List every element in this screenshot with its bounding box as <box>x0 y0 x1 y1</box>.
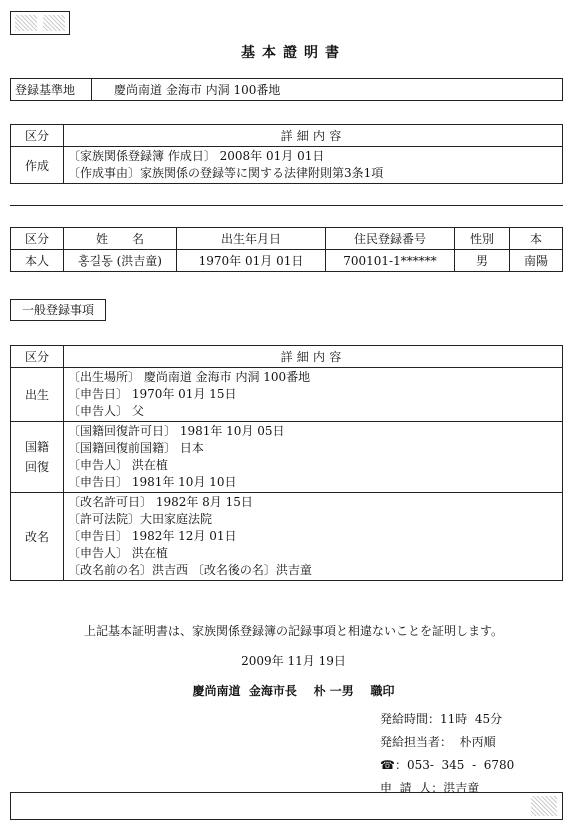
general-registration-label: 一般登録事項 <box>10 299 106 321</box>
detail-line: 〔申告日〕 1970年 01月 15日 <box>68 387 237 401</box>
document-title: 基本證明書 <box>241 45 346 61</box>
detail-line: 〔申告人〕 洪在植 <box>68 458 168 472</box>
person-cell: 本人 <box>11 250 64 272</box>
issuer: 慶尚南道 金海市長 朴 一男 職印 <box>192 684 395 698</box>
detail-line: 〔申告人〕 父 <box>68 404 144 418</box>
details-table <box>10 345 563 581</box>
issue-staff: 発給担当者： 朴丙順 <box>380 735 496 749</box>
detail-line: 〔出生場所〕 慶尚南道 金海市 内洞 100番地 <box>68 370 311 384</box>
registry-label: 登録基準地 <box>11 79 92 101</box>
detail-line: 〔改名前の名〕洪吉西 〔改名後の名〕洪吉童 <box>68 563 312 577</box>
divider <box>10 205 563 206</box>
footer-box <box>10 792 563 820</box>
person-header: 姓 名 <box>64 228 177 250</box>
details-header-detail: 詳細内容 <box>64 346 563 368</box>
creation-detail <box>64 147 563 184</box>
person-header: 住民登録番号 <box>326 228 455 250</box>
issue-date: 2009年 11月 19日 <box>241 654 346 668</box>
section-label-birth: 出生 <box>11 368 64 422</box>
creation-line: 〔家族関係登録簿 作成日〕 2008年 01月 01日 <box>68 149 325 163</box>
detail-line: 〔申告日〕 1981年 10月 10日 <box>68 475 237 489</box>
stamp-icon <box>43 15 65 31</box>
section-detail-nationality <box>64 422 563 493</box>
person-cell: 男 <box>455 250 510 272</box>
person-header: 性別 <box>455 228 510 250</box>
section-label-nationality: 国籍 回復 <box>11 422 64 493</box>
registry-table <box>10 78 563 101</box>
detail-line: 〔改名許可日〕 1982年 8月 15日 <box>68 495 253 509</box>
issue-time: 発給時間：11時 45分 <box>380 712 503 726</box>
detail-line: 〔申告人〕 洪在植 <box>68 546 168 560</box>
registry-value: 慶尚南道 金海市 内洞 100番地 <box>92 79 563 101</box>
person-cell: 1970年 01月 01日 <box>177 250 326 272</box>
stamp-icon <box>15 15 37 31</box>
applicant: 申 請 人：洪吉童 <box>380 781 480 795</box>
top-stamp-box <box>10 11 70 35</box>
creation-header-detail: 詳細内容 <box>64 125 563 147</box>
person-cell: 홍길동 (洪吉童) <box>64 250 177 272</box>
detail-line: 〔許可法院〕大田家庭法院 <box>68 512 213 526</box>
details-header-category: 区分 <box>11 346 64 368</box>
person-cell: 南陽 <box>510 250 563 272</box>
detail-line: 〔申告日〕 1982年 12月 01日 <box>68 529 237 543</box>
detail-line: 〔国籍回復前国籍〕 日本 <box>68 441 204 455</box>
person-header: 出生年月日 <box>177 228 326 250</box>
phone: ☎：053- 345 - 6780 <box>380 758 515 772</box>
section-detail-rename <box>64 493 563 581</box>
person-table <box>10 227 563 272</box>
detail-line: 〔国籍回復許可日〕 1981年 10月 05日 <box>68 424 285 438</box>
section-detail-birth <box>64 368 563 422</box>
creation-label: 作成 <box>11 147 64 184</box>
creation-header-category: 区分 <box>11 125 64 147</box>
stamp-icon <box>531 796 557 816</box>
creation-table <box>10 124 563 184</box>
section-label-rename: 改名 <box>11 493 64 581</box>
creation-line: 〔作成事由〕家族関係の登録等に関する法律附則第3条1項 <box>68 166 384 180</box>
certification-text: 上記基本証明書は、家族関係登録簿の記録事項と相違ないことを証明します。 <box>83 624 504 638</box>
person-cell: 700101-1****** <box>326 250 455 272</box>
person-header: 本 <box>510 228 563 250</box>
person-header: 区分 <box>11 228 64 250</box>
